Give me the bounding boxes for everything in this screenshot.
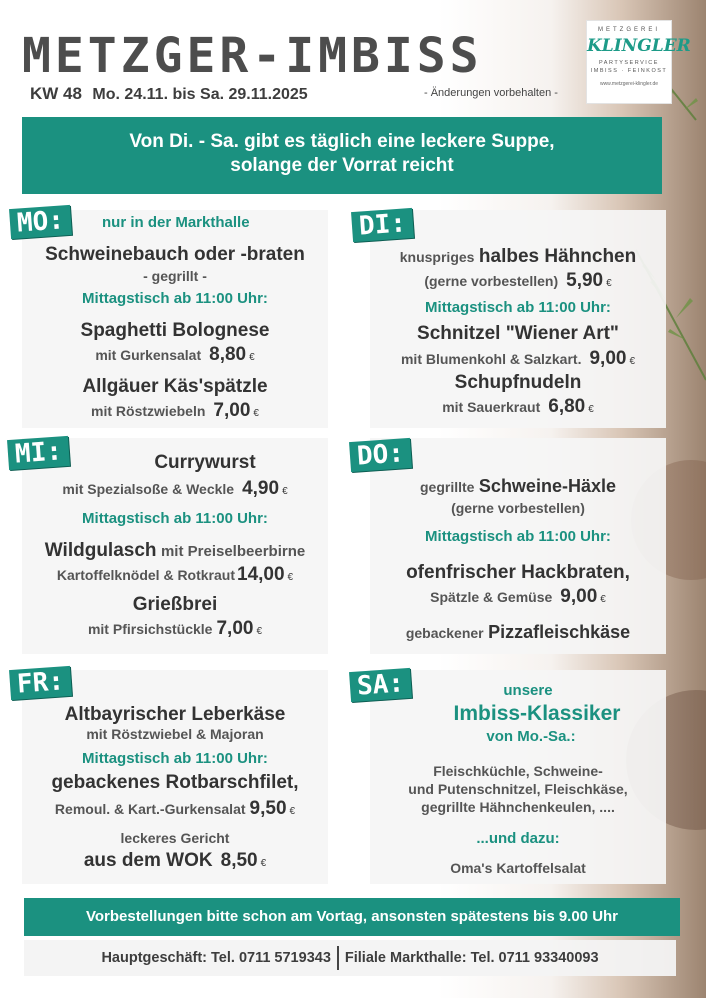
monday-dish-3: Allgäuer Käs'spätzle: [82, 376, 268, 397]
friday-dish-2-sub: Remoul. & Kart.-Gurkensalat: [54, 801, 246, 817]
saturday-and-label: ...und dazu:: [476, 830, 560, 847]
saturday-line-3: von Mo.-Sa.:: [486, 728, 576, 745]
day-tag-saturday: SA:: [349, 668, 412, 702]
saturday-side: Oma's Kartoffelsalat: [450, 860, 586, 876]
klingler-logo: METZGEREI KLINGLER PARTYSERVICE IMBISS · FEINKOST www.metzgerei-klingler.de: [586, 20, 672, 104]
monday-dish-3-sub: mit Röstzwiebeln: [91, 403, 206, 419]
wednesday-dish-3-price: 7,00: [216, 618, 254, 639]
day-tag-wednesday: MI:: [7, 436, 70, 470]
tuesday-dish-1: halbes Hähnchen: [478, 246, 637, 267]
tuesday-dish-2-price: 9,00: [589, 348, 627, 369]
tuesday-dish-1-sub: (gerne vorbestellen): [424, 273, 559, 289]
monday-dish-1: Schweinebauch oder -braten: [45, 244, 305, 265]
week-dates: [30, 84, 308, 104]
thursday-lunch-label: Mittagstisch ab 11:00 Uhr:: [425, 528, 611, 545]
wednesday-dish-3: Grießbrei: [132, 594, 218, 615]
wednesday-card: Currywurst mit Spezialsoße & Weckle 4,90 € Mittagstisch ab 11:00 Uhr: Wildgulasch mit Preiselbeerbirne Kartoffelknödel & Rotkraut 14,00 € Grießbrei mit Pfirsichstückle 7,00 €: [22, 438, 328, 654]
day-tag-thursday: DO:: [349, 438, 412, 472]
divider: [337, 946, 339, 970]
day-tag-monday: MO:: [9, 205, 72, 239]
tuesday-lunch-label: Mittagstisch ab 11:00 Uhr:: [425, 299, 611, 316]
wednesday-dish-2-price: 14,00: [237, 564, 285, 585]
thursday-dish-1: Schweine-Häxle: [478, 476, 616, 496]
tuesday-dish-2-sub: mit Blumenkohl & Salzkart.: [400, 351, 582, 367]
monday-location: nur in der Markthalle: [102, 214, 250, 231]
page-title: METZGER-IMBISS: [22, 28, 483, 84]
monday-dish-2-sub: mit Gurkensalat: [95, 347, 202, 363]
saturday-card: [370, 670, 666, 884]
friday-dish-3: aus dem WOK: [83, 850, 213, 871]
friday-dish-1: Altbayrischer Leberkäse: [64, 704, 286, 725]
tuesday-dish-3-sub: mit Sauerkraut: [442, 399, 541, 415]
friday-dish-2-price: 9,50: [249, 798, 287, 819]
main-store-phone: Hauptgeschäft: Tel. 0711 5719343: [101, 950, 331, 966]
thursday-card: gegrillte Schweine-Häxle (gerne vorbestellen) Mittagstisch ab 11:00 Uhr: ofenfrischer Hackbraten, Spätzle & Gemüse 9,00 € gebackener Pizzafleischkäse: [370, 438, 666, 654]
preorder-banner: Vorbestellungen bitte schon am Vortag, ansonsten spätestens bis 9.00 Uhr: [24, 898, 680, 936]
tuesday-dish-2: Schnitzel "Wiener Art": [417, 323, 619, 344]
friday-dish-1-sub: mit Röstzwiebel & Majoran: [86, 726, 264, 742]
tuesday-dish-3: Schupfnudeln: [454, 372, 582, 393]
date-range: Mo. 24.11. bis Sa. 29.11.2025: [92, 86, 308, 103]
branch-phone: Filiale Markthalle: Tel. 0711 93340093: [344, 950, 599, 966]
tuesday-dish-3-price: 6,80: [548, 396, 586, 417]
day-tag-tuesday: DI:: [351, 208, 414, 242]
saturday-classics-list: Fleischküchle, Schweine- und Putenschnitzel, Fleischkäse, gegrillte Hähnchenkeulen, ....: [408, 763, 628, 815]
tuesday-card: knuspriges halbes Hähnchen (gerne vorbestellen) 5,90 € Mittagstisch ab 11:00 Uhr: Schnitzel "Wiener Art" mit Blumenkohl & Salzkart. 9,00 € Schupfnudeln mit Sauerkraut 6,80 €: [370, 210, 666, 428]
monday-dish-3-price: 7,00: [213, 400, 251, 421]
soup-banner: Von Di. - Sa. gibt es täglich eine leckere Suppe, solange der Vorrat reicht: [22, 117, 662, 194]
tuesday-dish-1-price: 5,90: [566, 270, 604, 291]
thursday-dish-1-sub: (gerne vorbestellen): [451, 500, 585, 516]
friday-dish-3-pre: leckeres Gericht: [120, 830, 230, 846]
monday-lunch-label: Mittagstisch ab 11:00 Uhr:: [82, 290, 268, 307]
friday-dish-3-price: 8,50: [220, 850, 258, 871]
thursday-dish-2-price: 9,00: [560, 586, 598, 607]
wednesday-dish-1-sub: mit Spezialsoße & Weckle: [62, 481, 235, 497]
calendar-week: KW 48: [30, 84, 82, 103]
monday-card: nur in der Markthalle Schweinebauch oder -braten - gegrillt - Mittagstisch ab 11:00 Uhr: Spaghetti Bolognese mit Gurkensalat 8,80 € Allgäuer Käs'spätzle mit Röstzwiebeln 7,00 €: [22, 210, 328, 428]
changes-note: - Änderungen vorbehalten -: [424, 87, 558, 99]
day-tag-friday: FR:: [9, 666, 72, 700]
wednesday-dish-1: Currywurst: [154, 452, 256, 473]
wednesday-lunch-label: Mittagstisch ab 11:00 Uhr:: [82, 510, 268, 527]
contact-bar: [24, 940, 676, 976]
saturday-classics-title: Imbiss-Klassiker: [453, 702, 621, 725]
wednesday-dish-2-sub: Kartoffelknödel & Rotkraut: [56, 567, 235, 583]
monday-dish-2-price: 8,80: [209, 344, 247, 365]
wednesday-dish-2: Wildgulasch: [44, 540, 157, 561]
wednesday-dish-1-price: 4,90: [242, 478, 280, 499]
friday-lunch-label: Mittagstisch ab 11:00 Uhr:: [82, 750, 268, 767]
thursday-dish-3: Pizzafleischkäse: [488, 622, 631, 642]
friday-card: Altbayrischer Leberkäse mit Röstzwiebel & Majoran Mittagstisch ab 11:00 Uhr: gebackenes Rotbarschfilet, Remoul. & Kart.-Gurkensalat 9,50 € leckeres Gericht aus dem WOK 8,50 €: [22, 670, 328, 884]
saturday-line-1: unsere: [503, 682, 553, 699]
thursday-dish-2-sub: Spätzle & Gemüse: [430, 589, 553, 605]
friday-dish-2: gebackenes Rotbarschfilet,: [51, 772, 299, 793]
monday-dish-1-sub: - gegrillt -: [143, 268, 207, 284]
thursday-dish-2: ofenfrischer Hackbraten,: [406, 562, 630, 583]
wednesday-dish-3-sub: mit Pfirsichstückle: [87, 621, 213, 637]
monday-dish-2: Spaghetti Bolognese: [80, 320, 270, 341]
